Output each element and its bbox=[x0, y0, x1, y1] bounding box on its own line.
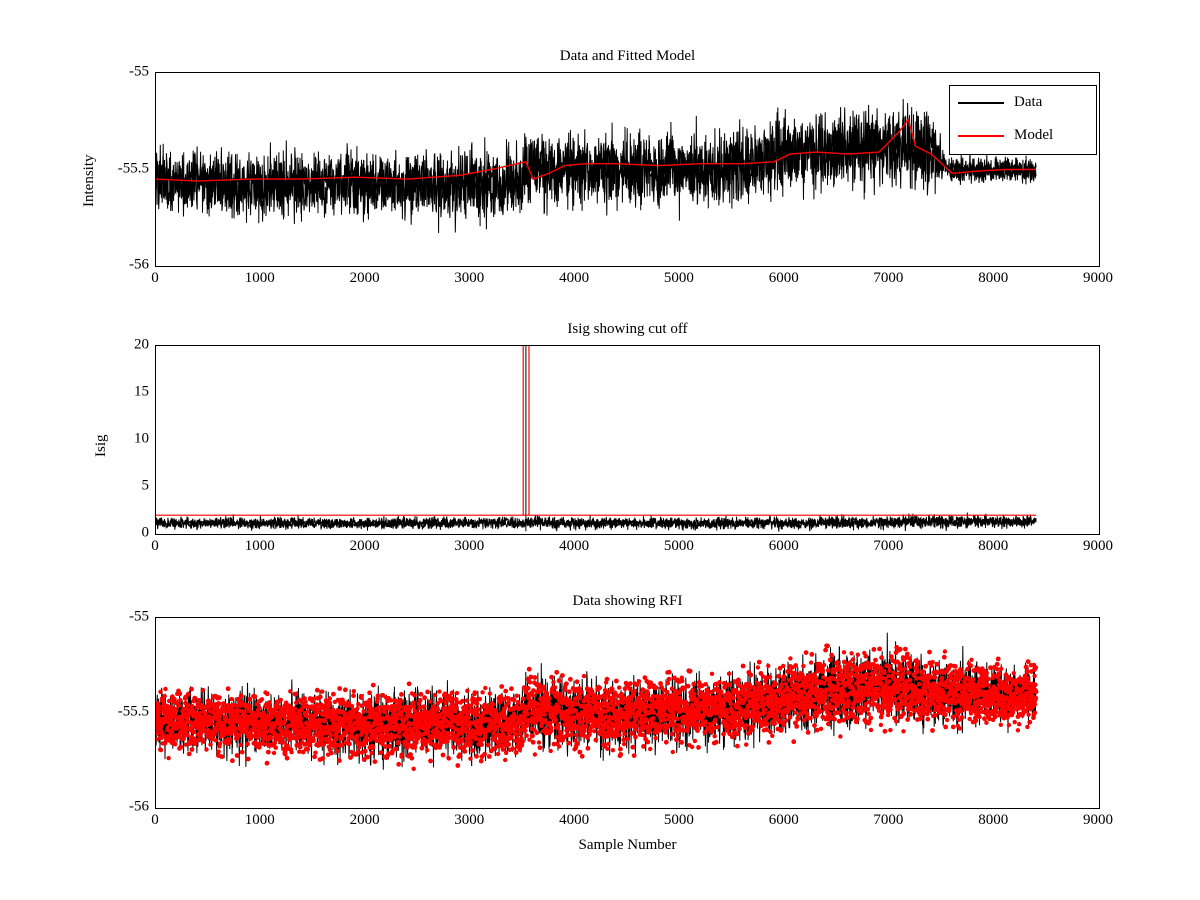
panel-bottom-plot bbox=[156, 618, 1099, 808]
panel-top-xtick-9000: 9000 bbox=[1083, 270, 1113, 286]
panel-middle-xtick-8000: 8000 bbox=[978, 538, 1009, 554]
panel-middle-ytick-20: 20 bbox=[134, 336, 149, 353]
legend-swatch-model bbox=[958, 135, 1004, 137]
legend-entry-model[interactable] bbox=[950, 119, 1096, 152]
panel-bottom-xtick-6000: 6000 bbox=[768, 812, 799, 828]
panel-middle-ytick-15: 15 bbox=[134, 383, 149, 400]
panel-top-ytick--55: -55 bbox=[129, 63, 149, 80]
legend-swatch-data bbox=[958, 102, 1004, 104]
legend-label-data: Data bbox=[1014, 94, 1043, 110]
panel-bottom-ytick--55.5: -55.5 bbox=[117, 703, 149, 720]
panel-top-xtick-3000: 3000 bbox=[454, 270, 485, 286]
panel-bottom-xtick-4000: 4000 bbox=[559, 812, 590, 828]
panel-top-xtick-2000: 2000 bbox=[349, 270, 380, 286]
panel-middle-ytick-0: 0 bbox=[141, 524, 149, 541]
panel-bottom-title: Data showing RFI bbox=[572, 593, 683, 609]
panel-bottom-xtick-1000: 1000 bbox=[244, 812, 275, 828]
panel-middle-xtick-7000: 7000 bbox=[873, 538, 904, 554]
panel-bottom-xtick-0: 0 bbox=[151, 812, 159, 828]
panel-middle-xtick-1000: 1000 bbox=[244, 538, 275, 554]
panel-top-legend[interactable] bbox=[949, 85, 1097, 155]
legend-entry-data[interactable] bbox=[950, 86, 1096, 119]
panel-top-ytick--56: -56 bbox=[129, 256, 149, 273]
panel-bottom-xtick-2000: 2000 bbox=[349, 812, 380, 828]
panel-middle-xtick-3000: 3000 bbox=[454, 538, 485, 554]
panel-data-and-fitted-model bbox=[81, 48, 1113, 286]
panel-bottom-xtick-7000: 7000 bbox=[873, 812, 904, 828]
panel-middle-xtick-4000: 4000 bbox=[559, 538, 590, 554]
panel-middle-ytick-10: 10 bbox=[134, 430, 149, 447]
panel-bottom-axes bbox=[155, 617, 1100, 809]
panel-top-title: Data and Fitted Model bbox=[559, 48, 696, 64]
panel-data-showing-rfi bbox=[117, 593, 1113, 853]
panel-top-xtick-7000: 7000 bbox=[873, 270, 904, 286]
panel-middle-ylabel: Isig bbox=[93, 434, 109, 457]
panel-bottom-xtick-9000: 9000 bbox=[1083, 812, 1113, 828]
panel-top-xtick-1000: 1000 bbox=[244, 270, 275, 286]
panel-isig-cutoff bbox=[93, 321, 1113, 554]
panel-top-xtick-8000: 8000 bbox=[978, 270, 1009, 286]
panel-middle-xtick-0: 0 bbox=[151, 538, 159, 554]
panel-middle-xtick-6000: 6000 bbox=[768, 538, 799, 554]
panel-bottom-xtick-5000: 5000 bbox=[663, 812, 694, 828]
panel-middle-plot bbox=[156, 346, 1099, 534]
panel-middle-title: Isig showing cut off bbox=[567, 321, 688, 337]
panel-bottom-xlabel: Sample Number bbox=[578, 837, 677, 853]
panel-top-xtick-6000: 6000 bbox=[768, 270, 799, 286]
panel-middle-xtick-9000: 9000 bbox=[1083, 538, 1113, 554]
panel-middle-ytick-5: 5 bbox=[141, 477, 149, 494]
panel-bottom-ytick--55: -55 bbox=[129, 608, 149, 625]
panel-middle-axes bbox=[155, 345, 1100, 535]
panel-top-ylabel: Intensity bbox=[81, 154, 97, 207]
panel-middle-xtick-2000: 2000 bbox=[349, 538, 380, 554]
panel-bottom-xtick-8000: 8000 bbox=[978, 812, 1009, 828]
panel-bottom-xtick-3000: 3000 bbox=[454, 812, 485, 828]
legend-label-model: Model bbox=[1014, 127, 1054, 143]
panel-top-xtick-0: 0 bbox=[151, 270, 159, 286]
panel-bottom-ytick--56: -56 bbox=[129, 798, 149, 815]
panel-top-xtick-5000: 5000 bbox=[663, 270, 694, 286]
panel-middle-xtick-5000: 5000 bbox=[663, 538, 694, 554]
panel-top-xtick-4000: 4000 bbox=[559, 270, 590, 286]
panel-top-ytick--55.5: -55.5 bbox=[117, 160, 149, 176]
